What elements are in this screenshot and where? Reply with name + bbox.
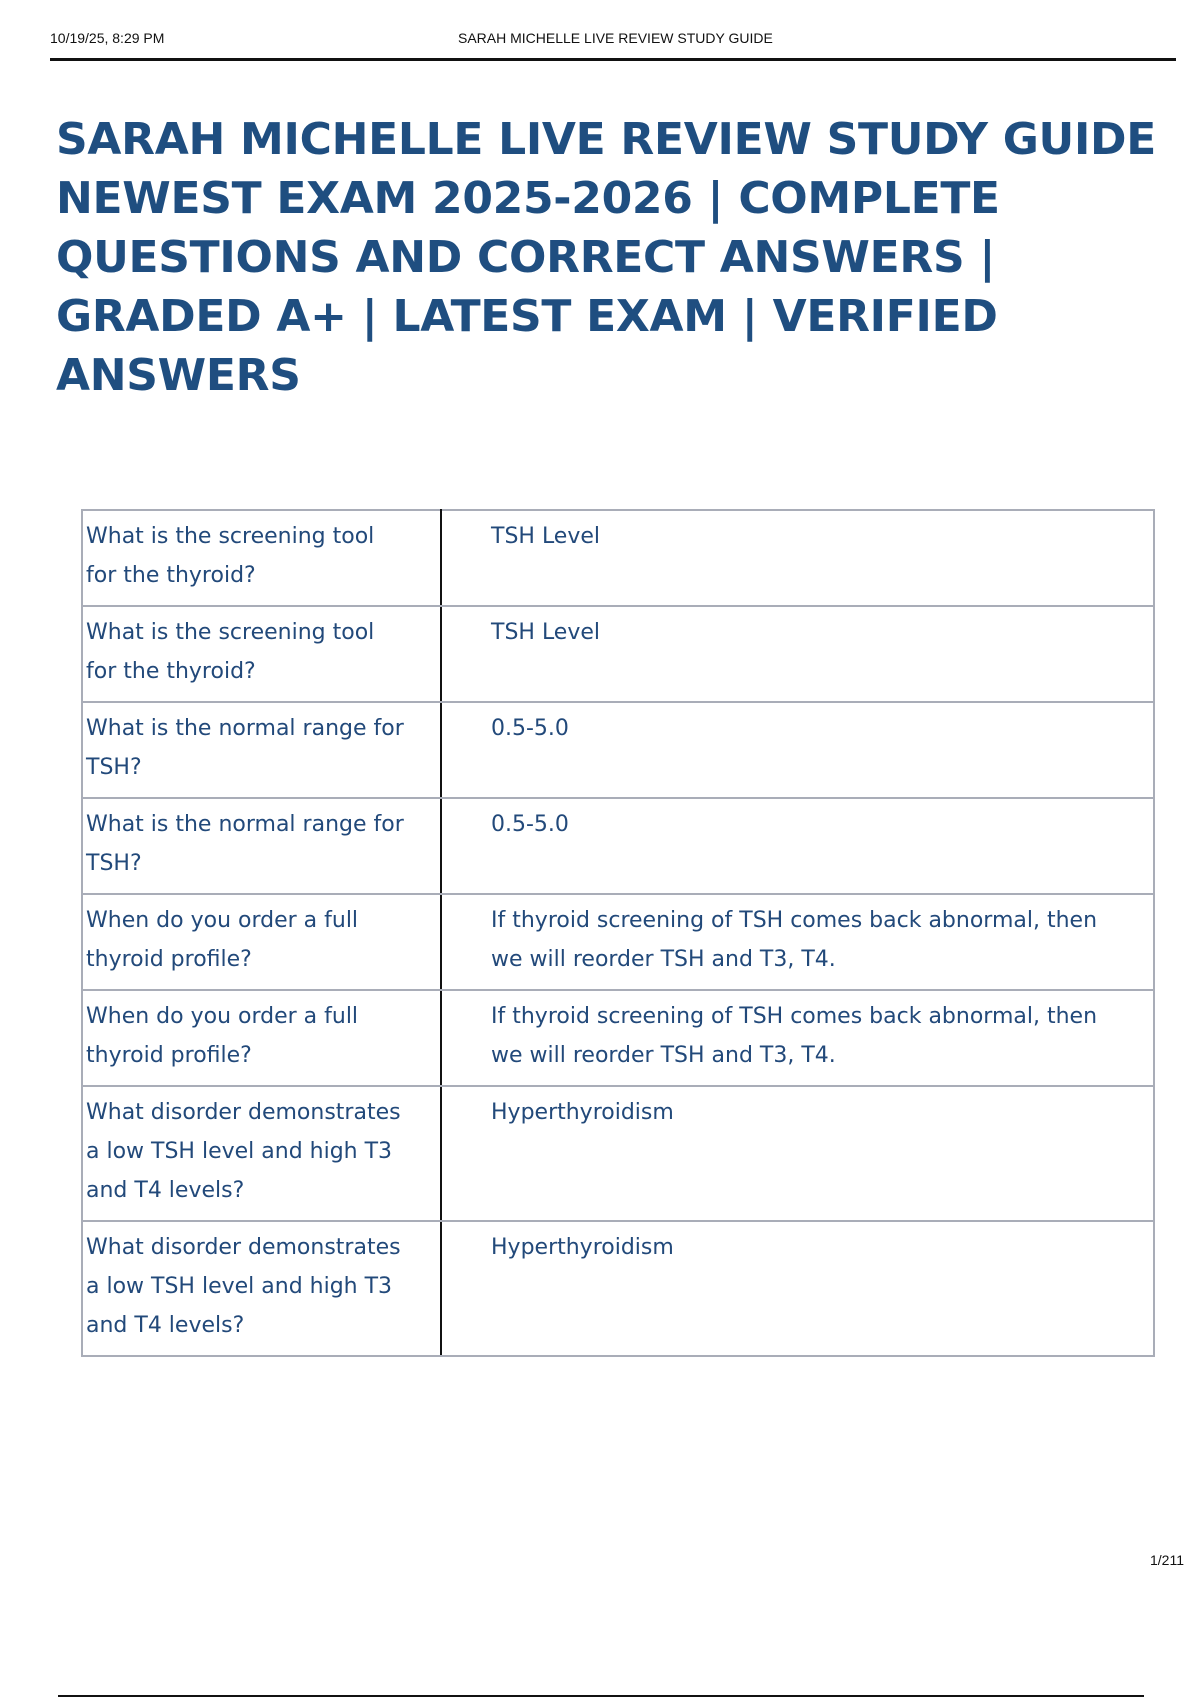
qa-table <box>81 509 1155 1357</box>
table-row <box>82 510 1154 606</box>
question-cell: What is the screening tool for the thyroid? <box>82 510 441 606</box>
table-row <box>82 1086 1154 1221</box>
question-cell: What is the normal range for TSH? <box>82 798 441 894</box>
table-row <box>82 702 1154 798</box>
table-row <box>82 894 1154 990</box>
header-doc-title: SARAH MICHELLE LIVE REVIEW STUDY GUIDE <box>458 30 773 46</box>
answer-cell: TSH Level <box>441 510 1154 606</box>
table-row <box>82 798 1154 894</box>
answer-cell: Hyperthyroidism <box>441 1221 1154 1356</box>
print-timestamp: 10/19/25, 8:29 PM <box>50 30 165 46</box>
table-row <box>82 1221 1154 1356</box>
footer-divider <box>58 1695 1144 1697</box>
page-header <box>50 26 1176 61</box>
question-cell: What is the screening tool for the thyroid? <box>82 606 441 702</box>
answer-cell: TSH Level <box>441 606 1154 702</box>
answer-cell: 0.5-5.0 <box>441 702 1154 798</box>
question-cell: When do you order a full thyroid profile? <box>82 990 441 1086</box>
page-number: 1/211 <box>1150 1552 1184 1568</box>
question-cell: What disorder demonstrates a low TSH level and high T3 and T4 levels? <box>82 1086 441 1221</box>
page-title: SARAH MICHELLE LIVE REVIEW STUDY GUIDE NEWEST EXAM 2025-2026 | COMPLETE QUESTIONS AND CORRECT ANSWERS | GRADED A+ | LATEST EXAM | VERIFIED ANSWERS <box>56 114 1157 401</box>
answer-cell: If thyroid screening of TSH comes back abnormal, then we will reorder TSH and T3, T4. <box>441 894 1154 990</box>
answer-cell: 0.5-5.0 <box>441 798 1154 894</box>
answer-cell: Hyperthyroidism <box>441 1086 1154 1221</box>
question-cell: What is the normal range for TSH? <box>82 702 441 798</box>
table-row <box>82 990 1154 1086</box>
answer-cell: If thyroid screening of TSH comes back abnormal, then we will reorder TSH and T3, T4. <box>441 990 1154 1086</box>
question-cell: When do you order a full thyroid profile? <box>82 894 441 990</box>
question-cell: What disorder demonstrates a low TSH level and high T3 and T4 levels? <box>82 1221 441 1356</box>
table-row <box>82 606 1154 702</box>
